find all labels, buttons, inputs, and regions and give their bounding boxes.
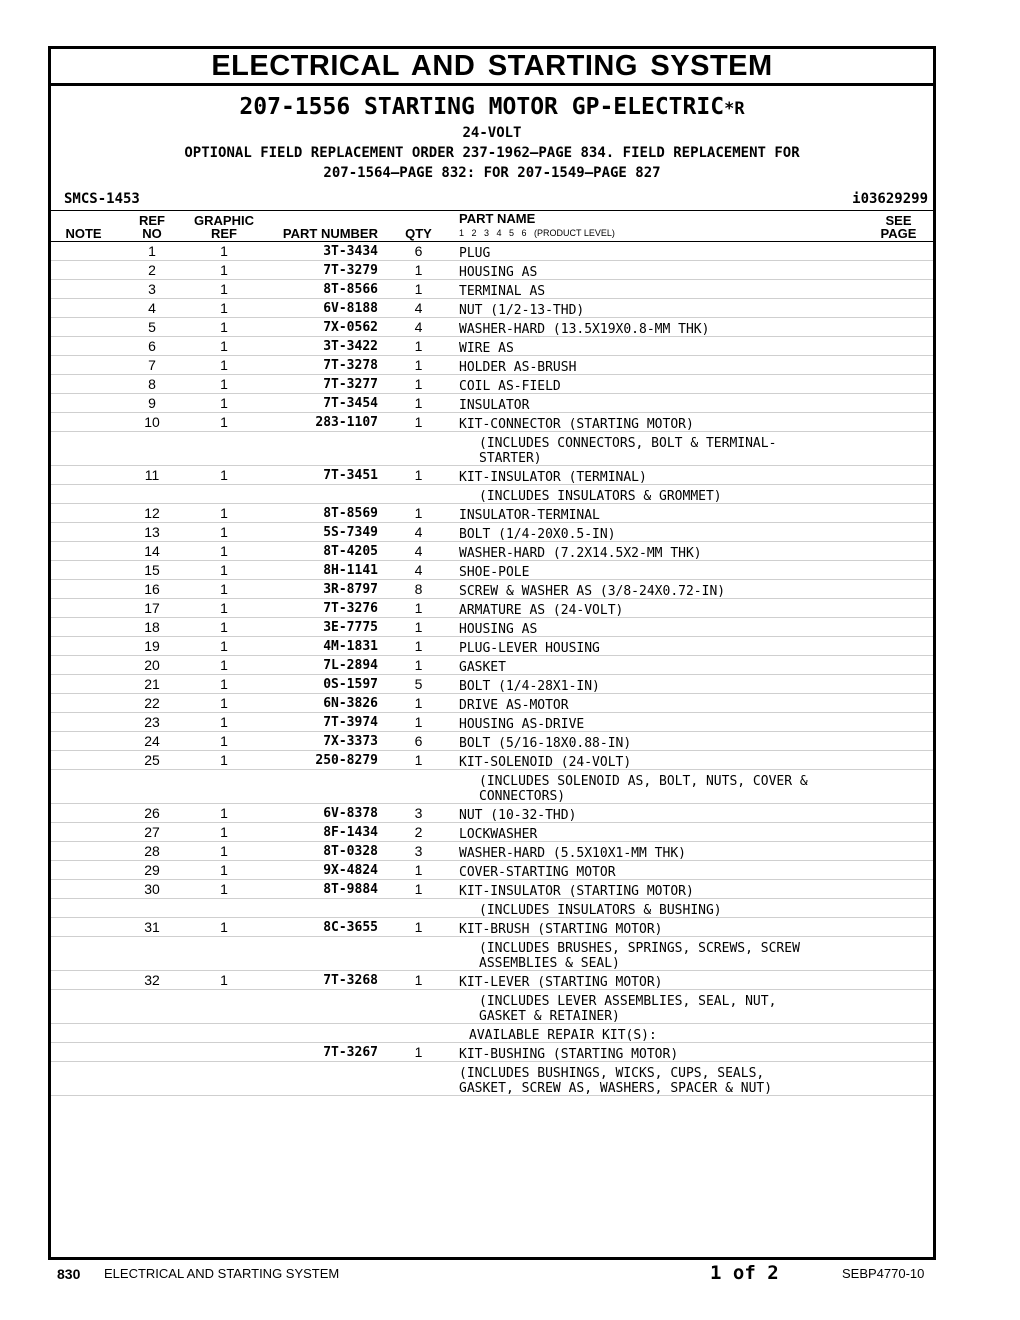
- ref-number: 9: [148, 395, 156, 411]
- header-qty: QTY: [405, 226, 432, 241]
- group-title-suffix: *R: [724, 99, 745, 119]
- section-title: ELECTRICAL AND STARTING SYSTEM: [51, 49, 933, 86]
- graphic-ref: 1: [220, 319, 228, 335]
- table-row-note: [51, 899, 933, 918]
- ref-number: 18: [144, 619, 160, 635]
- part-number: 3R-8797: [323, 582, 378, 597]
- quantity: 4: [414, 319, 423, 335]
- header-ref-top: REF: [139, 213, 165, 228]
- part-number: 7L-2894: [323, 658, 378, 673]
- part-number: 6V-8188: [323, 301, 378, 316]
- part-name: HOUSING AS-DRIVE: [459, 717, 585, 732]
- replacement-note-line-1: OPTIONAL FIELD REPLACEMENT ORDER 237-1962—PAGE 834. FIELD REPLACEMENT FOR: [184, 145, 800, 161]
- ref-number: 4: [148, 300, 156, 316]
- quantity: 1: [414, 376, 423, 392]
- ref-number: 25: [144, 752, 160, 768]
- part-name: BOLT (5/16-18X0.88-IN): [459, 736, 632, 751]
- table-row-note: [51, 1062, 933, 1096]
- table-row: [51, 580, 933, 599]
- group-title-text: 207-1556 STARTING MOTOR GP-ELECTRIC: [239, 94, 725, 120]
- header-product-levels: 1 2 3 4 5 6 (PRODUCT LEVEL): [459, 228, 615, 238]
- part-name: COIL AS-FIELD: [459, 379, 561, 394]
- quantity: 1: [414, 695, 423, 711]
- part-number: 7T-3278: [323, 358, 378, 373]
- footer-page-of: 1 of 2: [710, 1262, 779, 1284]
- table-row: [51, 842, 933, 861]
- part-name: BOLT (1/4-28X1-IN): [459, 679, 600, 694]
- table-row: [51, 280, 933, 299]
- graphic-ref: 1: [220, 824, 228, 840]
- part-number: 5S-7349: [323, 525, 378, 540]
- illustration-id: i03629299: [852, 191, 928, 207]
- graphic-ref: 1: [220, 543, 228, 559]
- ref-number: 27: [144, 824, 160, 840]
- part-name: (INCLUDES INSULATORS & GROMMET): [479, 489, 722, 504]
- quantity: 8: [414, 581, 423, 597]
- part-name: SHOE-POLE: [459, 565, 530, 580]
- graphic-ref: 1: [220, 972, 228, 988]
- part-name: (INCLUDES SOLENOID AS, BOLT, NUTS, COVER & CONNECTORS): [479, 774, 808, 804]
- quantity: 1: [414, 972, 423, 988]
- part-number: 7T-3451: [323, 468, 378, 483]
- part-name: SCREW & WASHER AS (3/8-24X0.72-IN): [459, 584, 726, 599]
- part-number: 0S-1597: [323, 677, 378, 692]
- part-number: 7T-3277: [323, 377, 378, 392]
- table-row-note: [51, 937, 933, 971]
- part-name: BOLT (1/4-20X0.5-IN): [459, 527, 616, 542]
- ref-number: 17: [144, 600, 160, 616]
- quantity: 1: [414, 395, 423, 411]
- ref-number: 6: [148, 338, 156, 354]
- footer-doc-number: SEBP4770-10: [842, 1266, 925, 1281]
- part-number: 8F-1434: [323, 825, 378, 840]
- ref-number: 29: [144, 862, 160, 878]
- graphic-ref: 1: [220, 524, 228, 540]
- table-row: [51, 656, 933, 675]
- table-row: [51, 918, 933, 937]
- part-number: 7X-0562: [323, 320, 378, 335]
- part-name: WASHER-HARD (13.5X19X0.8-MM THK): [459, 322, 710, 337]
- table-row: [51, 318, 933, 337]
- graphic-ref: 1: [220, 243, 228, 259]
- part-name: KIT-BRUSH (STARTING MOTOR): [459, 922, 663, 937]
- part-number: 8T-9884: [323, 882, 378, 897]
- graphic-ref: 1: [220, 881, 228, 897]
- smcs-row: [51, 188, 933, 211]
- quantity: 6: [414, 733, 423, 749]
- quantity: 1: [414, 281, 423, 297]
- part-name: KIT-INSULATOR (STARTING MOTOR): [459, 884, 694, 899]
- table-row-note: [51, 1024, 933, 1043]
- table-row: [51, 599, 933, 618]
- part-number: 3T-3422: [323, 339, 378, 354]
- table-row: [51, 394, 933, 413]
- header-see-bottom: PAGE: [880, 226, 917, 241]
- quantity: 1: [414, 467, 423, 483]
- quantity: 1: [414, 657, 423, 673]
- quantity: 1: [414, 638, 423, 654]
- part-number: 3T-3434: [323, 244, 378, 259]
- header-note: NOTE: [65, 226, 102, 241]
- parts-page-frame: [48, 46, 936, 1260]
- part-number: 283-1107: [315, 415, 378, 430]
- table-row: [51, 356, 933, 375]
- part-number: 8H-1141: [323, 563, 378, 578]
- replacement-note-line-2: 207-1564—PAGE 832: FOR 207-1549—PAGE 827: [323, 165, 661, 181]
- part-name: ARMATURE AS (24-VOLT): [459, 603, 624, 618]
- part-name: (INCLUDES CONNECTORS, BOLT & TERMINAL- STARTER): [479, 436, 777, 466]
- quantity: 6: [414, 243, 423, 259]
- part-name: COVER-STARTING MOTOR: [459, 865, 616, 880]
- part-name: TERMINAL AS: [459, 284, 546, 299]
- graphic-ref: 1: [220, 676, 228, 692]
- graphic-ref: 1: [220, 505, 228, 521]
- graphic-ref: 1: [220, 581, 228, 597]
- part-name: KIT-BUSHING (STARTING MOTOR): [459, 1047, 679, 1062]
- footer-page-number: 830: [57, 1266, 81, 1282]
- table-header: [51, 211, 933, 242]
- part-number: 9X-4824: [323, 863, 378, 878]
- graphic-ref: 1: [220, 733, 228, 749]
- part-name: HOUSING AS: [459, 622, 538, 637]
- part-name: HOLDER AS-BRUSH: [459, 360, 577, 375]
- ref-number: 16: [144, 581, 160, 597]
- graphic-ref: 1: [220, 862, 228, 878]
- graphic-ref: 1: [220, 752, 228, 768]
- graphic-ref: 1: [220, 281, 228, 297]
- page-footer: [57, 1262, 927, 1286]
- part-name: WIRE AS: [459, 341, 514, 356]
- table-row: [51, 971, 933, 990]
- quantity: 1: [414, 505, 423, 521]
- part-number: 7T-3454: [323, 396, 378, 411]
- part-name: PLUG-LEVER HOUSING: [459, 641, 600, 656]
- quantity: 1: [414, 862, 423, 878]
- table-row: [51, 261, 933, 280]
- ref-number: 13: [144, 524, 160, 540]
- part-name: KIT-INSULATOR (TERMINAL): [459, 470, 647, 485]
- graphic-ref: 1: [220, 843, 228, 859]
- table-row: [51, 337, 933, 356]
- smcs-code: SMCS-1453: [64, 191, 140, 207]
- ref-number: 8: [148, 376, 156, 392]
- table-row-note: [51, 485, 933, 504]
- graphic-ref: 1: [220, 714, 228, 730]
- ref-number: 26: [144, 805, 160, 821]
- graphic-ref: 1: [220, 805, 228, 821]
- graphic-ref: 1: [220, 919, 228, 935]
- table-row-note: [51, 990, 933, 1024]
- ref-number: 19: [144, 638, 160, 654]
- quantity: 1: [414, 338, 423, 354]
- table-row: [51, 504, 933, 523]
- graphic-ref: 1: [220, 357, 228, 373]
- part-name: (INCLUDES BRUSHES, SPRINGS, SCREWS, SCREW ASSEMBLIES & SEAL): [479, 941, 800, 971]
- ref-number: 23: [144, 714, 160, 730]
- header-part-name: PART NAME: [459, 211, 536, 226]
- graphic-ref: 1: [220, 414, 228, 430]
- ref-number: 10: [144, 414, 160, 430]
- part-name: WASHER-HARD (7.2X14.5X2-MM THK): [459, 546, 702, 561]
- part-number: 3E-7775: [323, 620, 378, 635]
- part-name: HOUSING AS: [459, 265, 538, 280]
- part-name: KIT-CONNECTOR (STARTING MOTOR): [459, 417, 694, 432]
- table-row: [51, 732, 933, 751]
- part-name: (INCLUDES BUSHINGS, WICKS, CUPS, SEALS, GASKET, SCREW AS, WASHERS, SPACER & NUT): [459, 1066, 773, 1096]
- graphic-ref: 1: [220, 562, 228, 578]
- graphic-ref: 1: [220, 300, 228, 316]
- part-name: (INCLUDES INSULATORS & BUSHING): [479, 903, 722, 918]
- group-title: [51, 93, 933, 123]
- table-row: [51, 242, 933, 261]
- part-name: DRIVE AS-MOTOR: [459, 698, 569, 713]
- part-name: INSULATOR: [459, 398, 530, 413]
- part-number: 8T-4205: [323, 544, 378, 559]
- table-row: [51, 713, 933, 732]
- quantity: 3: [414, 805, 423, 821]
- part-number: 6N-3826: [323, 696, 378, 711]
- part-name: GASKET: [459, 660, 506, 675]
- table-row: [51, 523, 933, 542]
- ref-number: 22: [144, 695, 160, 711]
- voltage-label: 24-VOLT: [462, 125, 522, 141]
- part-name: INSULATOR-TERMINAL: [459, 508, 600, 523]
- ref-number: 28: [144, 843, 160, 859]
- ref-number: 15: [144, 562, 160, 578]
- ref-number: 2: [148, 262, 156, 278]
- part-number: 7T-3268: [323, 973, 378, 988]
- table-row: [51, 375, 933, 394]
- quantity: 4: [414, 524, 423, 540]
- table-row: [51, 804, 933, 823]
- part-name: AVAILABLE REPAIR KIT(S):: [469, 1028, 657, 1043]
- ref-number: 21: [144, 676, 160, 692]
- ref-number: 32: [144, 972, 160, 988]
- part-number: 8T-8566: [323, 282, 378, 297]
- quantity: 4: [414, 562, 423, 578]
- header-ref-bottom: NO: [142, 226, 162, 241]
- part-number: 250-8279: [315, 753, 378, 768]
- quantity: 1: [414, 619, 423, 635]
- quantity: 5: [414, 676, 423, 692]
- quantity: 1: [414, 919, 423, 935]
- quantity: 1: [414, 752, 423, 768]
- part-name: LOCKWASHER: [459, 827, 538, 842]
- graphic-ref: 1: [220, 376, 228, 392]
- header-graphic-top: GRAPHIC: [194, 213, 254, 228]
- quantity: 2: [414, 824, 423, 840]
- table-row-note: [51, 770, 933, 804]
- quantity: 1: [414, 357, 423, 373]
- quantity: 1: [414, 262, 423, 278]
- table-row: [51, 561, 933, 580]
- part-name: NUT (10-32-THD): [459, 808, 577, 823]
- table-row: [51, 751, 933, 770]
- graphic-ref: 1: [220, 262, 228, 278]
- table-row: [51, 466, 933, 485]
- table-row-note: [51, 432, 933, 466]
- ref-number: 5: [148, 319, 156, 335]
- part-number: 8C-3655: [323, 920, 378, 935]
- part-number: 8T-0328: [323, 844, 378, 859]
- quantity: 3: [414, 843, 423, 859]
- quantity: 1: [414, 600, 423, 616]
- quantity: 1: [414, 714, 423, 730]
- part-number: 7T-3276: [323, 601, 378, 616]
- table-row: [51, 694, 933, 713]
- graphic-ref: 1: [220, 600, 228, 616]
- quantity: 1: [414, 881, 423, 897]
- ref-number: 3: [148, 281, 156, 297]
- part-number: 8T-8569: [323, 506, 378, 521]
- ref-number: 24: [144, 733, 160, 749]
- ref-number: 11: [144, 467, 160, 483]
- part-number: 7T-3974: [323, 715, 378, 730]
- graphic-ref: 1: [220, 638, 228, 654]
- part-number: 7X-3373: [323, 734, 378, 749]
- graphic-ref: 1: [220, 395, 228, 411]
- graphic-ref: 1: [220, 467, 228, 483]
- graphic-ref: 1: [220, 695, 228, 711]
- table-row: [51, 675, 933, 694]
- table-row: [51, 618, 933, 637]
- footer-section: ELECTRICAL AND STARTING SYSTEM: [104, 1266, 340, 1281]
- ref-number: 30: [144, 881, 160, 897]
- ref-number: 1: [148, 243, 156, 259]
- part-name: KIT-SOLENOID (24-VOLT): [459, 755, 632, 770]
- table-row: [51, 413, 933, 432]
- ref-number: 14: [144, 543, 160, 559]
- part-number: 4M-1831: [323, 639, 378, 654]
- graphic-ref: 1: [220, 657, 228, 673]
- parts-table-body: [51, 242, 933, 1096]
- header-graphic-bottom: REF: [211, 226, 237, 241]
- table-row: [51, 880, 933, 899]
- table-row: [51, 823, 933, 842]
- part-number: 6V-8378: [323, 806, 378, 821]
- quantity: 1: [414, 1044, 423, 1060]
- part-name: KIT-LEVER (STARTING MOTOR): [459, 975, 663, 990]
- part-number: 7T-3279: [323, 263, 378, 278]
- table-row: [51, 637, 933, 656]
- graphic-ref: 1: [220, 619, 228, 635]
- header-part-number: PART NUMBER: [282, 226, 378, 241]
- quantity: 1: [414, 414, 423, 430]
- table-row: [51, 299, 933, 318]
- part-number: 7T-3267: [323, 1045, 378, 1060]
- ref-number: 31: [144, 919, 160, 935]
- table-row: [51, 1043, 933, 1062]
- table-row: [51, 542, 933, 561]
- quantity: 4: [414, 300, 423, 316]
- part-name: NUT (1/2-13-THD): [459, 303, 585, 318]
- part-name: PLUG: [459, 246, 491, 261]
- ref-number: 7: [148, 357, 156, 373]
- table-row: [51, 861, 933, 880]
- quantity: 4: [414, 543, 423, 559]
- graphic-ref: 1: [220, 338, 228, 354]
- header-see-top: SEE: [885, 213, 912, 228]
- ref-number: 20: [144, 657, 160, 673]
- part-name: (INCLUDES LEVER ASSEMBLIES, SEAL, NUT, GASKET & RETAINER): [479, 994, 777, 1024]
- ref-number: 12: [144, 505, 160, 521]
- part-name: WASHER-HARD (5.5X10X1-MM THK): [459, 846, 686, 861]
